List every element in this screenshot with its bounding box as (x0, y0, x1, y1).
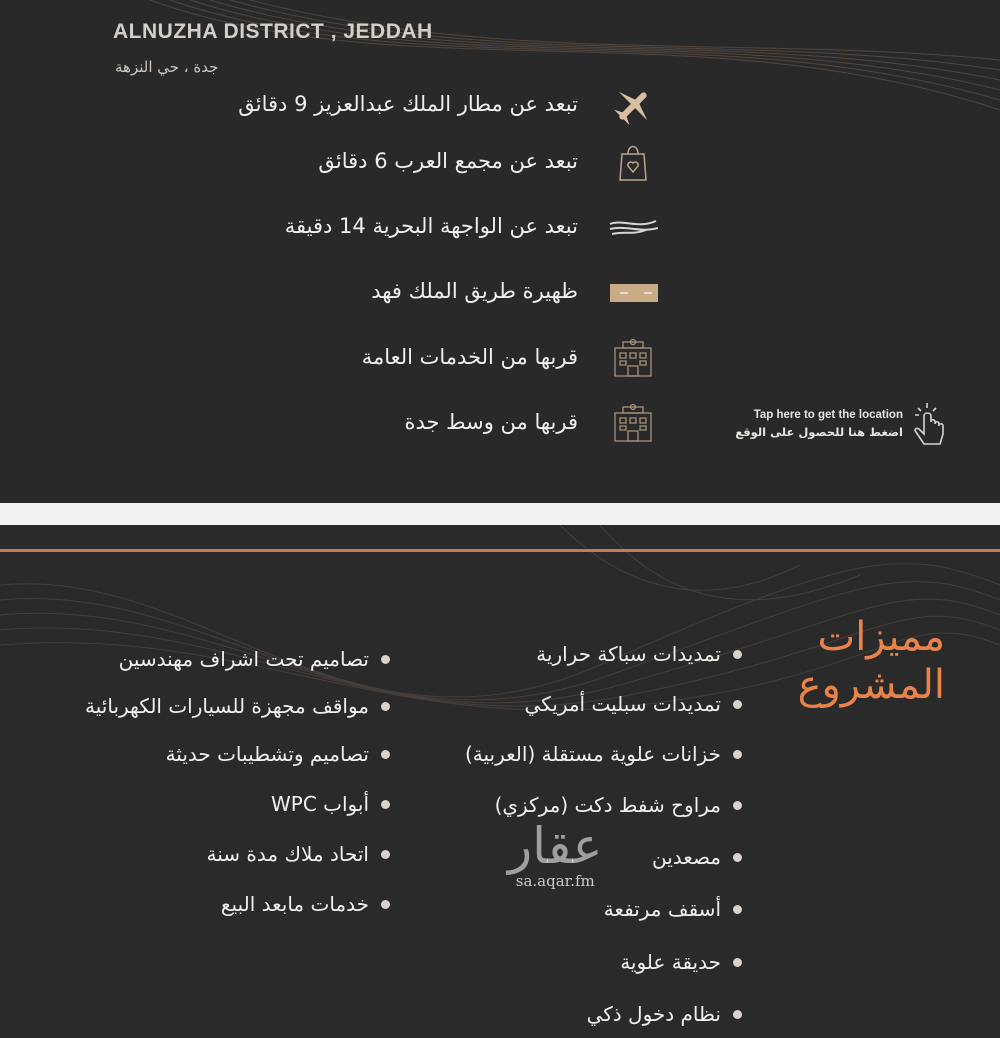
feature-text: تصاميم وتشطيبات حديثة (165, 742, 369, 766)
feature-text: اتحاد ملاك مدة سنة (206, 842, 369, 866)
tap-label-en: Tap here to get the location (753, 409, 903, 421)
location-row: قربها من الخدمات العامة (361, 345, 578, 369)
location-row: تبعد عن الواجهة البحرية 14 دقيقة (284, 214, 578, 238)
bullet (733, 905, 742, 914)
feature-text: أبواب WPC (270, 792, 369, 816)
heading-line-2: المشروع (797, 662, 945, 708)
feature-item (536, 642, 742, 666)
feature-item (620, 950, 742, 974)
district-title-ar: جدة ، حي النزهة (115, 58, 219, 76)
feature-text: تمديدات سبليت أمريكي (524, 692, 721, 716)
bullet (381, 655, 390, 664)
features-heading (798, 613, 945, 709)
feature-item (221, 892, 390, 916)
location-section (0, 0, 1000, 503)
waves-icon (608, 207, 658, 247)
feature-item (525, 692, 742, 716)
feature-text: مصعدين (652, 845, 721, 869)
accent-divider (0, 549, 1000, 552)
watermark-ar: عقار (508, 817, 603, 875)
bullet (381, 850, 390, 859)
feature-item (465, 742, 742, 766)
get-location-link[interactable] (735, 407, 903, 441)
feature-item (495, 793, 742, 817)
bullet (733, 750, 742, 759)
location-row: ظهيرة طريق الملك فهد (371, 279, 578, 303)
feature-item (604, 897, 742, 921)
hand-pointer-icon[interactable] (910, 400, 948, 448)
tap-label-ar: اضغط هنا للحصول على الوقع (735, 425, 903, 439)
location-row: تبعد عن مطار الملك عبدالعزيز 9 دقائق (238, 92, 578, 116)
airplane-icon (608, 86, 658, 126)
bullet (381, 900, 390, 909)
heading-line-1: مميزات (817, 614, 945, 660)
feature-text: أسقف مرتفعة (603, 897, 721, 921)
feature-item (166, 742, 390, 766)
bullet (381, 750, 390, 759)
feature-item (207, 842, 390, 866)
bullet (733, 958, 742, 967)
location-row: تبعد عن مجمع العرب 6 دقائق (318, 149, 578, 173)
bullet (381, 702, 390, 711)
bullet (733, 650, 742, 659)
location-row: قربها من وسط جدة (404, 410, 578, 434)
feature-item (271, 792, 390, 816)
district-title-en: ALNUZHA DISTRICT , JEDDAH (113, 20, 433, 43)
feature-item (587, 1002, 742, 1026)
bullet (381, 800, 390, 809)
bullet (733, 700, 742, 709)
feature-text: نظام دخول ذكي (586, 1002, 721, 1026)
feature-item (85, 694, 390, 718)
features-section (0, 525, 1000, 1038)
bullet (733, 1010, 742, 1019)
feature-text: خزانات علوية مستقلة (العربية) (464, 742, 721, 766)
separator-band (0, 503, 1000, 525)
feature-text: مراوح شفط دكت (مركزي) (494, 793, 721, 817)
feature-item (119, 647, 390, 671)
building-icon (608, 403, 658, 443)
watermark-en: sa.aqar.fm (515, 872, 595, 890)
feature-text: تمديدات سباكة حرارية (536, 642, 721, 666)
feature-text: خدمات مابعد البيع (220, 892, 369, 916)
feature-item (652, 845, 742, 869)
bullet (733, 801, 742, 810)
bullet (733, 853, 742, 862)
feature-text: حديقة علوية (620, 950, 721, 974)
shopping-bag-icon (608, 142, 658, 182)
building-icon (608, 338, 658, 378)
aqar-watermark (508, 817, 603, 890)
road-icon (608, 272, 658, 312)
feature-text: تصاميم تحت اشراف مهندسين (118, 647, 369, 671)
feature-text: مواقف مجهزة للسيارات الكهربائية (85, 694, 369, 718)
